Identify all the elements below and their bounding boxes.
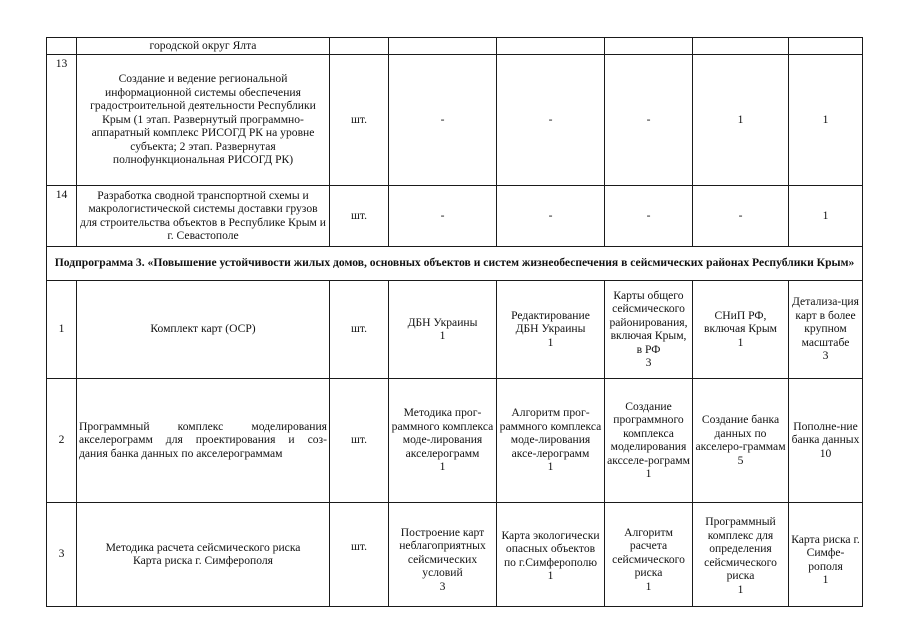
value-text: Методика прог-раммного комплекса моде-лирования акселерограмм	[391, 406, 494, 460]
value-cell	[389, 378, 497, 502]
value-text: Алгоритм прог-раммного комплекса моде-лирования аксе-лерограмм	[499, 406, 602, 460]
value-text: ДБН Украины	[407, 315, 478, 329]
item-name-cell	[77, 502, 330, 606]
value-cell	[389, 502, 497, 606]
value-text: Построение карт неблагоприятных сейсмических условий	[399, 525, 486, 580]
item-name-cell: Создание и ведение региональной информационной системы обеспечения градостроительной деятельности Республики Крым (1 этап. Развернутый программно-аппаратный комплекс РИСОГД РК на уровне субъекта; 2 этап. Развернутая полнофункциональная РИСОГД РК)	[77, 54, 330, 185]
item-name-cell: Комплект карт (ОСР)	[77, 280, 330, 378]
item-name-line: Программный комплекс моделирования	[79, 419, 327, 433]
value-qty: 1	[547, 460, 554, 474]
unit-cell: шт.	[330, 502, 389, 606]
row-number-cell: 14	[47, 185, 77, 246]
value-text: Создание программного комплекса моделирования аксселе-рограмм	[607, 399, 690, 467]
value-cell: 1	[693, 54, 789, 185]
value-qty: 1	[439, 329, 446, 342]
value-text: Карты общего сейсмического районирования, включая Крым, в РФ	[609, 288, 688, 356]
value-qty: 5	[737, 453, 744, 467]
value-cell	[605, 378, 693, 502]
value-cell	[605, 38, 693, 55]
value-qty: 1	[645, 579, 652, 593]
value-text: Детализа-ция карт в более крупном масштабе	[792, 295, 859, 349]
value-cell	[693, 502, 789, 606]
row-number-cell: 13	[47, 54, 77, 185]
unit-cell: шт.	[330, 54, 389, 185]
value-cell	[497, 38, 605, 55]
unit-cell	[330, 38, 389, 55]
value-text: СНиП РФ, включая Крым	[704, 308, 777, 336]
value-cell	[789, 502, 863, 606]
value-cell	[497, 280, 605, 378]
unit-cell: шт.	[330, 280, 389, 378]
item-name-cell	[77, 378, 330, 502]
value-qty: 3	[645, 356, 652, 369]
value-cell	[693, 38, 789, 55]
value-cell: -	[605, 185, 693, 246]
table-row	[47, 54, 863, 185]
value-qty: 1	[547, 569, 554, 582]
value-qty: 1	[737, 335, 744, 349]
value-cell	[693, 280, 789, 378]
value-text: Создание банка данных по акселеро-граммам	[695, 413, 786, 453]
value-qty: 1	[645, 467, 652, 480]
unit-cell: шт.	[330, 185, 389, 246]
value-cell: -	[693, 185, 789, 246]
value-cell	[605, 502, 693, 606]
value-cell: -	[389, 54, 497, 185]
value-text: Карта экологически опасных объектов по г.Симферополю	[501, 528, 600, 569]
value-cell: -	[497, 54, 605, 185]
value-cell: -	[605, 54, 693, 185]
value-cell	[389, 280, 497, 378]
value-cell	[789, 280, 863, 378]
value-qty: 1	[737, 582, 744, 596]
subprogram-row	[47, 246, 863, 280]
value-cell: 1	[789, 185, 863, 246]
value-cell: -	[497, 185, 605, 246]
value-text: Пополне-ние банка данных	[791, 419, 860, 447]
item-name-line: Карта риска г. Симферополя	[132, 554, 273, 567]
value-cell	[497, 378, 605, 502]
item-name-line: акселерограмм для проектирования и соз-	[79, 433, 327, 447]
item-name-cell: городской округ Ялта	[77, 38, 330, 55]
value-cell	[789, 38, 863, 55]
item-name-cell: Разработка сводной транспортной схемы и макрологистической системы доставки грузов для строительства объектов в Республике Крым и г. Севастополе	[77, 185, 330, 246]
value-cell	[497, 502, 605, 606]
subprogram-heading: Подпрограмма 3. «Повышение устойчивости жилых домов, основных объектов и систем жизнеобеспечения в сейсмических районах Республики Крым»	[47, 246, 863, 280]
item-name-line: дания банка данных по акселерограммам	[79, 446, 283, 460]
row-number-cell: 2	[47, 378, 77, 502]
value-qty: 3	[822, 349, 829, 363]
item-name-line: Методика расчета сейсмического риска	[105, 540, 301, 554]
value-qty: 1	[822, 573, 829, 586]
value-text: Редактирование ДБН Украины	[511, 308, 590, 336]
value-text: Программный комплекс для определения сейсмического риска	[704, 515, 777, 582]
value-cell	[693, 378, 789, 502]
table-row	[47, 280, 863, 378]
value-cell	[789, 378, 863, 502]
value-qty: 1	[439, 460, 446, 474]
table-row	[47, 185, 863, 246]
row-number-cell	[47, 38, 77, 55]
value-cell: -	[389, 185, 497, 246]
unit-cell: шт.	[330, 378, 389, 502]
value-cell: 1	[789, 54, 863, 185]
value-qty: 1	[547, 335, 554, 349]
program-table	[46, 37, 863, 607]
table-row	[47, 502, 863, 606]
value-text: Карта риска г. Симфе-рополя	[791, 532, 860, 573]
value-qty: 10	[819, 446, 832, 460]
table-row	[47, 38, 863, 55]
value-cell	[389, 38, 497, 55]
row-number-cell: 3	[47, 502, 77, 606]
table-row	[47, 378, 863, 502]
value-cell	[605, 280, 693, 378]
value-text: Алгоритм расчета сейсмического риска	[612, 525, 685, 580]
row-number-cell: 1	[47, 280, 77, 378]
value-qty: 3	[439, 579, 446, 593]
